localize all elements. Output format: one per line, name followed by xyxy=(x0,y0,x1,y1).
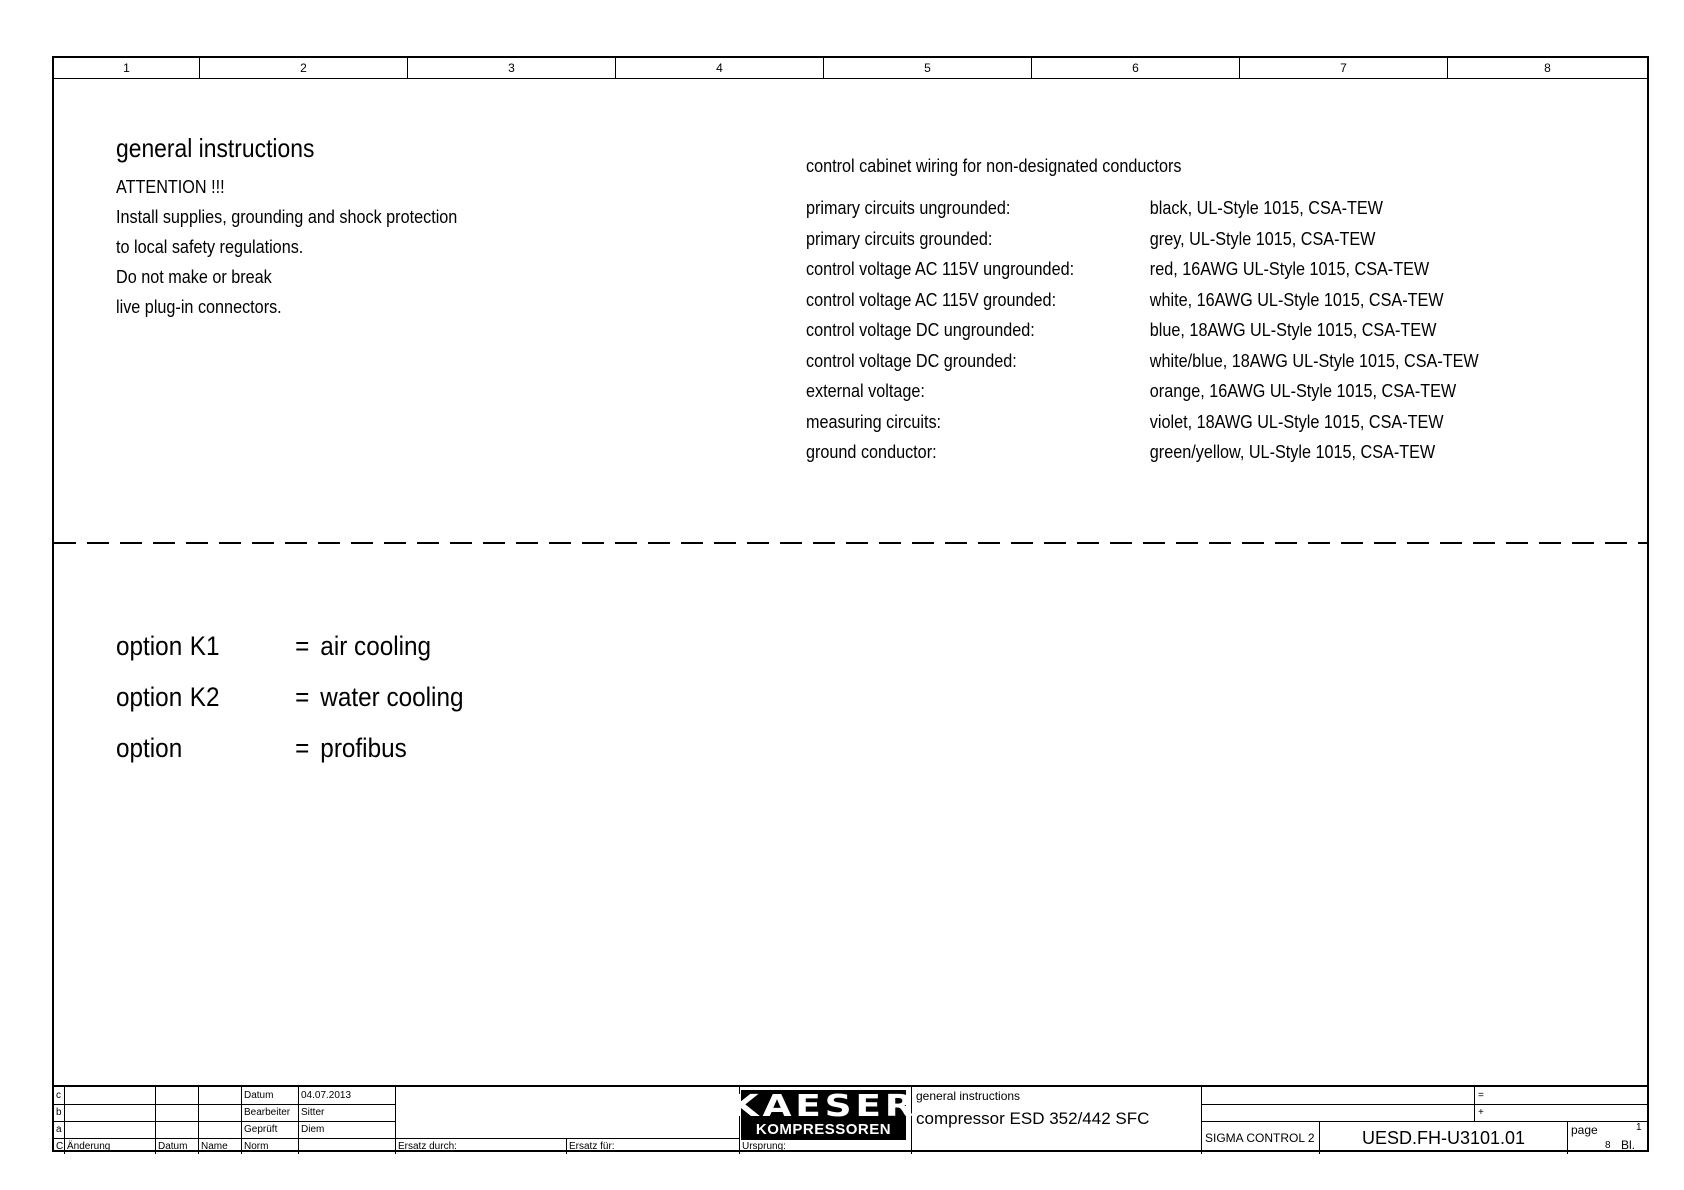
ersatz-fuer-label: Ersatz für: xyxy=(569,1141,615,1152)
option-description: profibus xyxy=(320,733,407,763)
instruction-line: live plug-in connectors. xyxy=(116,297,282,317)
instruction-line: Do not make or break xyxy=(116,267,272,287)
wiring-label: ground conductor: xyxy=(806,442,937,462)
option-code: K2 xyxy=(189,682,220,712)
logo-wordmark: KAESER xyxy=(729,1089,918,1124)
column-8: 8 xyxy=(1544,61,1551,75)
column-7: 7 xyxy=(1240,58,1448,78)
doc-title: general instructions xyxy=(916,1089,1021,1103)
drawing-number: UESD.FH-U3101.01 xyxy=(1361,1128,1526,1148)
wiring-label: external voltage: xyxy=(806,381,925,401)
plus-sign: + xyxy=(1478,1107,1484,1118)
page-label: page xyxy=(1571,1123,1598,1137)
revision-letter: a xyxy=(56,1124,62,1135)
system-name: SIGMA CONTROL 2 xyxy=(1205,1131,1315,1145)
sheet-label: Bl. xyxy=(1621,1138,1636,1152)
option-word: option xyxy=(116,631,183,661)
column-2: 2 xyxy=(200,58,408,78)
wiring-value: blue, 18AWG UL-Style 1015, CSA-TEW xyxy=(1149,320,1437,340)
wiring-label: control voltage DC ungrounded: xyxy=(806,320,1035,340)
wiring-value: green/yellow, UL-Style 1015, CSA-TEW xyxy=(1149,442,1436,462)
kaeser-logo xyxy=(729,1089,918,1140)
option-description: water cooling xyxy=(320,682,464,712)
option-equals: = xyxy=(295,682,310,712)
option-code: K1 xyxy=(189,631,220,661)
section-divider xyxy=(54,540,1647,546)
option-equals: = xyxy=(295,631,310,661)
instruction-line: Install supplies, grounding and shock protection xyxy=(116,207,458,227)
wiring-value: violet, 18AWG UL-Style 1015, CSA-TEW xyxy=(1149,411,1444,432)
wiring-label: primary circuits ungrounded: xyxy=(806,198,1011,218)
column-4: 4 xyxy=(616,58,824,78)
bearbeiter-label: Bearbeiter xyxy=(244,1107,291,1118)
option-description: air cooling xyxy=(320,631,432,661)
revision-letter: c xyxy=(56,1090,61,1101)
logo-subline: KOMPRESSOREN xyxy=(755,1121,892,1138)
wiring-label: primary circuits grounded: xyxy=(806,228,993,249)
ursprung-label: Ursprung: xyxy=(742,1141,786,1152)
instruction-line: to local safety regulations. xyxy=(116,237,304,257)
title-block xyxy=(54,1085,1647,1154)
option-equals: = xyxy=(295,733,310,763)
option-word: option xyxy=(116,682,183,712)
option-word: option xyxy=(116,733,183,763)
wiring-value: red, 16AWG UL-Style 1015, CSA-TEW xyxy=(1149,259,1430,279)
revision-letter: b xyxy=(56,1107,62,1118)
column-1: 1 xyxy=(54,58,200,78)
wiring-value: white, 16AWG UL-Style 1015, CSA-TEW xyxy=(1149,289,1444,310)
equals-sign: = xyxy=(1478,1090,1484,1101)
drawing-frame xyxy=(52,56,1649,1152)
wiring-label: control voltage AC 115V ungrounded: xyxy=(806,259,1075,279)
name-label: Name xyxy=(201,1141,228,1152)
datum-value: 04.07.2013 xyxy=(301,1090,352,1101)
geprueft-label: Geprüft xyxy=(244,1124,278,1135)
date-label: Datum xyxy=(158,1141,188,1152)
page-number: 1 xyxy=(1636,1122,1642,1133)
wiring-value: white/blue, 18AWG UL-Style 1015, CSA-TEW xyxy=(1149,350,1479,371)
attention-line: ATTENTION !!! xyxy=(116,177,225,197)
wiring-label: control voltage AC 115V grounded: xyxy=(806,289,1057,310)
wiring-value: black, UL-Style 1015, CSA-TEW xyxy=(1149,198,1383,218)
revision-letter: C xyxy=(56,1141,64,1152)
wiring-value: orange, 16AWG UL-Style 1015, CSA-TEW xyxy=(1149,381,1457,401)
norm-label: Norm xyxy=(244,1141,269,1152)
wiring-value: grey, UL-Style 1015, CSA-TEW xyxy=(1149,228,1376,249)
general-instructions-title: general instructions xyxy=(116,133,315,163)
change-label: Änderung xyxy=(67,1141,111,1152)
general-instructions-text xyxy=(116,172,457,322)
column-6: 6 xyxy=(1032,58,1240,78)
bearbeiter-value: Sitter xyxy=(301,1107,325,1118)
sheets-total: 8 xyxy=(1605,1140,1611,1151)
wiring-label: control voltage DC grounded: xyxy=(806,350,1017,371)
cabinet-wiring-title: control cabinet wiring for non-designated conductors xyxy=(806,156,1182,176)
wiring-label: measuring circuits: xyxy=(806,411,942,432)
datum-label: Datum xyxy=(244,1090,274,1101)
column-header xyxy=(54,58,1647,79)
column-3: 3 xyxy=(408,58,616,78)
column-5: 5 xyxy=(824,58,1032,78)
ersatz-durch-label: Ersatz durch: xyxy=(398,1141,457,1152)
doc-subtitle: compressor ESD 352/442 SFC xyxy=(916,1109,1150,1128)
geprueft-value: Diem xyxy=(301,1124,325,1135)
